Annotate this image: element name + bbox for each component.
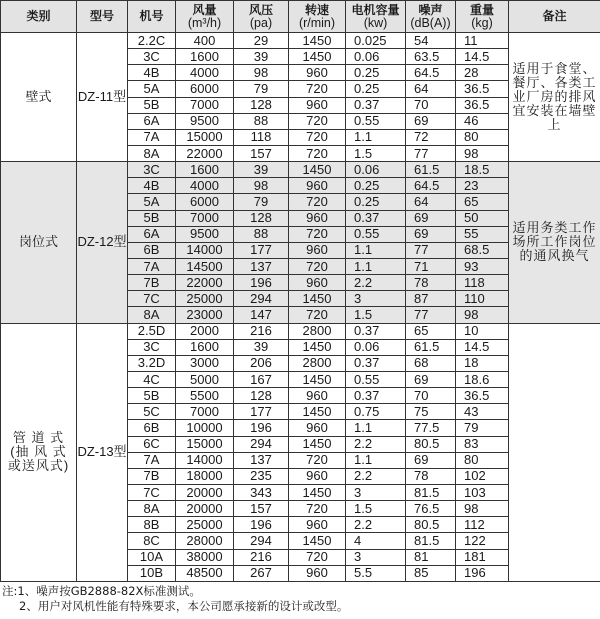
noise-cell: 81 bbox=[406, 549, 456, 565]
noise-cell: 77 bbox=[406, 242, 456, 258]
speed-cell: 2800 bbox=[289, 355, 346, 371]
motor-cell: 0.55 bbox=[346, 371, 406, 387]
header-noise: 噪声 (dB(A)) bbox=[406, 1, 456, 33]
pressure-cell: 39 bbox=[234, 49, 289, 65]
weight-cell: 181 bbox=[456, 549, 509, 565]
machine-no-cell: 6A bbox=[128, 226, 176, 242]
speed-cell: 720 bbox=[289, 452, 346, 468]
motor-cell: 2.2 bbox=[346, 275, 406, 291]
noise-cell: 81.5 bbox=[406, 484, 456, 500]
machine-no-cell: 4B bbox=[128, 65, 176, 81]
pressure-cell: 294 bbox=[234, 533, 289, 549]
speed-cell: 1450 bbox=[289, 371, 346, 387]
weight-cell: 11 bbox=[456, 33, 509, 49]
motor-cell: 0.06 bbox=[346, 162, 406, 178]
motor-cell: 4 bbox=[346, 533, 406, 549]
speed-cell: 1450 bbox=[289, 33, 346, 49]
footnote-2: 2、用户对风机性能有特殊要求，本公司愿承接新的设计或改型。 bbox=[19, 598, 349, 613]
table-body bbox=[1, 33, 600, 582]
category-line: (抽 风 式 bbox=[10, 444, 67, 460]
weight-cell: 50 bbox=[456, 210, 509, 226]
noise-cell: 87 bbox=[406, 291, 456, 307]
machine-no-cell: 3C bbox=[128, 339, 176, 355]
airflow-cell: 48500 bbox=[176, 565, 234, 581]
airflow-cell: 25000 bbox=[176, 517, 234, 533]
pressure-cell: 196 bbox=[234, 275, 289, 291]
speed-cell: 960 bbox=[289, 388, 346, 404]
speed-cell: 960 bbox=[289, 210, 346, 226]
pressure-cell: 235 bbox=[234, 468, 289, 484]
speed-cell: 1450 bbox=[289, 533, 346, 549]
machine-no-cell: 5C bbox=[128, 404, 176, 420]
noise-cell: 76.5 bbox=[406, 501, 456, 517]
motor-cell: 2.2 bbox=[346, 517, 406, 533]
weight-cell: 122 bbox=[456, 533, 509, 549]
airflow-cell: 14000 bbox=[176, 452, 234, 468]
noise-cell: 85 bbox=[406, 565, 456, 581]
weight-cell: 65 bbox=[456, 194, 509, 210]
pressure-cell: 216 bbox=[234, 323, 289, 339]
header-weight: 重量 (kg) bbox=[456, 1, 509, 33]
header-pressure: 风压 (pa) bbox=[234, 1, 289, 33]
weight-cell: 98 bbox=[456, 501, 509, 517]
weight-cell: 93 bbox=[456, 258, 509, 274]
noise-cell: 64 bbox=[406, 81, 456, 97]
pressure-cell: 128 bbox=[234, 388, 289, 404]
speed-cell: 960 bbox=[289, 97, 346, 113]
weight-cell: 14.5 bbox=[456, 49, 509, 65]
motor-cell: 0.37 bbox=[346, 323, 406, 339]
noise-cell: 69 bbox=[406, 210, 456, 226]
noise-cell: 80.5 bbox=[406, 436, 456, 452]
noise-cell: 61.5 bbox=[406, 339, 456, 355]
weight-cell: 28 bbox=[456, 65, 509, 81]
pressure-cell: 294 bbox=[234, 436, 289, 452]
airflow-cell: 4000 bbox=[176, 178, 234, 194]
noise-cell: 81.5 bbox=[406, 533, 456, 549]
airflow-cell: 10000 bbox=[176, 420, 234, 436]
machine-no-cell: 7C bbox=[128, 484, 176, 500]
category-cell: 壁式 bbox=[1, 33, 77, 162]
noise-cell: 70 bbox=[406, 97, 456, 113]
pressure-cell: 88 bbox=[234, 226, 289, 242]
motor-cell: 1.1 bbox=[346, 242, 406, 258]
motor-cell: 0.25 bbox=[346, 178, 406, 194]
noise-cell: 77.5 bbox=[406, 420, 456, 436]
motor-cell: 0.37 bbox=[346, 388, 406, 404]
noise-cell: 69 bbox=[406, 226, 456, 242]
noise-cell: 69 bbox=[406, 452, 456, 468]
speed-cell: 960 bbox=[289, 275, 346, 291]
speed-cell: 960 bbox=[289, 420, 346, 436]
speed-cell: 720 bbox=[289, 113, 346, 129]
speed-cell: 960 bbox=[289, 565, 346, 581]
speed-cell: 720 bbox=[289, 549, 346, 565]
motor-cell: 0.37 bbox=[346, 210, 406, 226]
weight-cell: 196 bbox=[456, 565, 509, 581]
airflow-cell: 1600 bbox=[176, 162, 234, 178]
machine-no-cell: 3.2D bbox=[128, 355, 176, 371]
weight-cell: 18.6 bbox=[456, 371, 509, 387]
pressure-cell: 177 bbox=[234, 404, 289, 420]
machine-no-cell: 4B bbox=[128, 178, 176, 194]
weight-cell: 36.5 bbox=[456, 388, 509, 404]
machine-no-cell: 8A bbox=[128, 145, 176, 161]
machine-no-cell: 6A bbox=[128, 113, 176, 129]
model-cell: DZ-12型 bbox=[77, 162, 128, 323]
speed-cell: 1450 bbox=[289, 404, 346, 420]
weight-cell: 80 bbox=[456, 452, 509, 468]
footnotes bbox=[0, 582, 600, 614]
motor-cell: 0.37 bbox=[346, 355, 406, 371]
remark-cell: 适用务类工作场所工作岗位的通风换气 bbox=[509, 162, 600, 323]
weight-cell: 36.5 bbox=[456, 81, 509, 97]
motor-cell: 1.1 bbox=[346, 258, 406, 274]
motor-cell: 0.55 bbox=[346, 113, 406, 129]
header-speed: 转速 (r/min) bbox=[289, 1, 346, 33]
airflow-cell: 3000 bbox=[176, 355, 234, 371]
speed-cell: 1450 bbox=[289, 436, 346, 452]
noise-cell: 54 bbox=[406, 33, 456, 49]
machine-no-cell: 6B bbox=[128, 242, 176, 258]
machine-no-cell: 5B bbox=[128, 210, 176, 226]
header-row bbox=[1, 1, 600, 33]
airflow-cell: 7000 bbox=[176, 404, 234, 420]
speed-cell: 720 bbox=[289, 81, 346, 97]
airflow-cell: 6000 bbox=[176, 81, 234, 97]
airflow-cell: 22000 bbox=[176, 275, 234, 291]
motor-cell: 0.06 bbox=[346, 49, 406, 65]
header-category: 类别 bbox=[1, 1, 77, 33]
pressure-cell: 98 bbox=[234, 178, 289, 194]
machine-no-cell: 3C bbox=[128, 162, 176, 178]
airflow-cell: 20000 bbox=[176, 501, 234, 517]
header-machine-no: 机号 bbox=[128, 1, 176, 33]
noise-cell: 68 bbox=[406, 355, 456, 371]
noise-cell: 63.5 bbox=[406, 49, 456, 65]
noise-cell: 72 bbox=[406, 129, 456, 145]
motor-cell: 0.25 bbox=[346, 65, 406, 81]
table-row bbox=[1, 323, 600, 339]
airflow-cell: 7000 bbox=[176, 210, 234, 226]
noise-cell: 64.5 bbox=[406, 65, 456, 81]
pressure-cell: 267 bbox=[234, 565, 289, 581]
speed-cell: 960 bbox=[289, 178, 346, 194]
airflow-cell: 5000 bbox=[176, 371, 234, 387]
motor-cell: 0.55 bbox=[346, 226, 406, 242]
motor-cell: 0.37 bbox=[346, 97, 406, 113]
speed-cell: 1450 bbox=[289, 49, 346, 65]
pressure-cell: 343 bbox=[234, 484, 289, 500]
table-row bbox=[1, 33, 600, 49]
airflow-cell: 28000 bbox=[176, 533, 234, 549]
airflow-cell: 9500 bbox=[176, 113, 234, 129]
speed-cell: 2800 bbox=[289, 323, 346, 339]
motor-cell: 1.1 bbox=[346, 420, 406, 436]
machine-no-cell: 8B bbox=[128, 517, 176, 533]
machine-no-cell: 5B bbox=[128, 97, 176, 113]
machine-no-cell: 7A bbox=[128, 452, 176, 468]
motor-cell: 0.75 bbox=[346, 404, 406, 420]
speed-cell: 960 bbox=[289, 242, 346, 258]
airflow-cell: 6000 bbox=[176, 194, 234, 210]
speed-cell: 720 bbox=[289, 258, 346, 274]
speed-cell: 720 bbox=[289, 307, 346, 323]
pressure-cell: 39 bbox=[234, 339, 289, 355]
weight-cell: 55 bbox=[456, 226, 509, 242]
remark-cell: 适用于食堂、餐厅、各类工业厂房的排风宜安装在墙壁上 bbox=[509, 33, 600, 162]
pressure-cell: 29 bbox=[234, 33, 289, 49]
motor-cell: 0.025 bbox=[346, 33, 406, 49]
motor-cell: 2.2 bbox=[346, 436, 406, 452]
motor-cell: 1.5 bbox=[346, 501, 406, 517]
motor-cell: 0.25 bbox=[346, 81, 406, 97]
airflow-cell: 15000 bbox=[176, 129, 234, 145]
machine-no-cell: 4C bbox=[128, 371, 176, 387]
weight-cell: 98 bbox=[456, 307, 509, 323]
machine-no-cell: 10A bbox=[128, 549, 176, 565]
airflow-cell: 1600 bbox=[176, 49, 234, 65]
motor-cell: 1.1 bbox=[346, 452, 406, 468]
pressure-cell: 147 bbox=[234, 307, 289, 323]
machine-no-cell: 2.2C bbox=[128, 33, 176, 49]
noise-cell: 70 bbox=[406, 388, 456, 404]
machine-no-cell: 6B bbox=[128, 420, 176, 436]
machine-no-cell: 5A bbox=[128, 81, 176, 97]
machine-no-cell: 3C bbox=[128, 49, 176, 65]
airflow-cell: 4000 bbox=[176, 65, 234, 81]
airflow-cell: 22000 bbox=[176, 145, 234, 161]
speed-cell: 720 bbox=[289, 226, 346, 242]
category-cell bbox=[1, 323, 77, 581]
pressure-cell: 157 bbox=[234, 501, 289, 517]
noise-cell: 65 bbox=[406, 323, 456, 339]
speed-cell: 720 bbox=[289, 194, 346, 210]
pressure-cell: 157 bbox=[234, 145, 289, 161]
footnote-1: 注:1、噪声按GB2888-82X标准测试。 bbox=[2, 583, 201, 598]
weight-cell: 98 bbox=[456, 145, 509, 161]
weight-cell: 112 bbox=[456, 517, 509, 533]
weight-cell: 83 bbox=[456, 436, 509, 452]
noise-cell: 77 bbox=[406, 307, 456, 323]
machine-no-cell: 7B bbox=[128, 275, 176, 291]
noise-cell: 69 bbox=[406, 371, 456, 387]
pressure-cell: 137 bbox=[234, 452, 289, 468]
motor-cell: 1.5 bbox=[346, 307, 406, 323]
airflow-cell: 14500 bbox=[176, 258, 234, 274]
header-model: 型号 bbox=[77, 1, 128, 33]
speed-cell: 960 bbox=[289, 517, 346, 533]
category-line: 或送风式) bbox=[7, 458, 70, 474]
machine-no-cell: 7C bbox=[128, 291, 176, 307]
pressure-cell: 137 bbox=[234, 258, 289, 274]
weight-cell: 18.5 bbox=[456, 162, 509, 178]
pressure-cell: 167 bbox=[234, 371, 289, 387]
remark-cell bbox=[509, 323, 600, 581]
pressure-cell: 177 bbox=[234, 242, 289, 258]
weight-cell: 102 bbox=[456, 468, 509, 484]
pressure-cell: 79 bbox=[234, 194, 289, 210]
motor-cell: 2.2 bbox=[346, 468, 406, 484]
category-cell: 岗位式 bbox=[1, 162, 77, 323]
motor-cell: 3 bbox=[346, 549, 406, 565]
motor-cell: 5.5 bbox=[346, 565, 406, 581]
noise-cell: 78 bbox=[406, 275, 456, 291]
machine-no-cell: 8C bbox=[128, 533, 176, 549]
pressure-cell: 128 bbox=[234, 210, 289, 226]
pressure-cell: 39 bbox=[234, 162, 289, 178]
pressure-cell: 79 bbox=[234, 81, 289, 97]
airflow-cell: 14000 bbox=[176, 242, 234, 258]
machine-no-cell: 6C bbox=[128, 436, 176, 452]
pressure-cell: 98 bbox=[234, 65, 289, 81]
speed-cell: 960 bbox=[289, 65, 346, 81]
airflow-cell: 2000 bbox=[176, 323, 234, 339]
noise-cell: 71 bbox=[406, 258, 456, 274]
model-cell: DZ-13型 bbox=[77, 323, 128, 581]
weight-cell: 18 bbox=[456, 355, 509, 371]
airflow-cell: 18000 bbox=[176, 468, 234, 484]
weight-cell: 110 bbox=[456, 291, 509, 307]
pressure-cell: 216 bbox=[234, 549, 289, 565]
weight-cell: 80 bbox=[456, 129, 509, 145]
speed-cell: 1450 bbox=[289, 339, 346, 355]
speed-cell: 720 bbox=[289, 501, 346, 517]
weight-cell: 10 bbox=[456, 323, 509, 339]
weight-cell: 46 bbox=[456, 113, 509, 129]
airflow-cell: 20000 bbox=[176, 484, 234, 500]
header-motor: 电机容量 (kw) bbox=[346, 1, 406, 33]
noise-cell: 61.5 bbox=[406, 162, 456, 178]
noise-cell: 64.5 bbox=[406, 178, 456, 194]
airflow-cell: 23000 bbox=[176, 307, 234, 323]
motor-cell: 0.25 bbox=[346, 194, 406, 210]
weight-cell: 79 bbox=[456, 420, 509, 436]
motor-cell: 1.5 bbox=[346, 145, 406, 161]
machine-no-cell: 7B bbox=[128, 468, 176, 484]
category-line: 管 道 式 bbox=[12, 430, 65, 446]
speed-cell: 720 bbox=[289, 129, 346, 145]
speed-cell: 1450 bbox=[289, 291, 346, 307]
noise-cell: 80.5 bbox=[406, 517, 456, 533]
speed-cell: 960 bbox=[289, 468, 346, 484]
pressure-cell: 118 bbox=[234, 129, 289, 145]
machine-no-cell: 8A bbox=[128, 501, 176, 517]
header-airflow: 风量 (m³/h) bbox=[176, 1, 234, 33]
pressure-cell: 294 bbox=[234, 291, 289, 307]
airflow-cell: 15000 bbox=[176, 436, 234, 452]
motor-cell: 0.06 bbox=[346, 339, 406, 355]
pressure-cell: 128 bbox=[234, 97, 289, 113]
pressure-cell: 88 bbox=[234, 113, 289, 129]
noise-cell: 75 bbox=[406, 404, 456, 420]
speed-cell: 720 bbox=[289, 145, 346, 161]
motor-cell: 3 bbox=[346, 484, 406, 500]
noise-cell: 69 bbox=[406, 113, 456, 129]
pressure-cell: 196 bbox=[234, 420, 289, 436]
noise-cell: 77 bbox=[406, 145, 456, 161]
machine-no-cell: 8A bbox=[128, 307, 176, 323]
pressure-cell: 206 bbox=[234, 355, 289, 371]
pressure-cell: 196 bbox=[234, 517, 289, 533]
motor-cell: 1.1 bbox=[346, 129, 406, 145]
machine-no-cell: 5A bbox=[128, 194, 176, 210]
airflow-cell: 7000 bbox=[176, 97, 234, 113]
weight-cell: 23 bbox=[456, 178, 509, 194]
machine-no-cell: 10B bbox=[128, 565, 176, 581]
machine-no-cell: 2.5D bbox=[128, 323, 176, 339]
weight-cell: 103 bbox=[456, 484, 509, 500]
speed-cell: 1450 bbox=[289, 484, 346, 500]
table-row bbox=[1, 162, 600, 178]
weight-cell: 68.5 bbox=[456, 242, 509, 258]
weight-cell: 14.5 bbox=[456, 339, 509, 355]
noise-cell: 64 bbox=[406, 194, 456, 210]
airflow-cell: 5500 bbox=[176, 388, 234, 404]
model-cell: DZ-11型 bbox=[77, 33, 128, 162]
machine-no-cell: 7A bbox=[128, 129, 176, 145]
machine-no-cell: 5B bbox=[128, 388, 176, 404]
speed-cell: 1450 bbox=[289, 162, 346, 178]
airflow-cell: 9500 bbox=[176, 226, 234, 242]
airflow-cell: 400 bbox=[176, 33, 234, 49]
header-remark: 备注 bbox=[509, 1, 600, 33]
weight-cell: 118 bbox=[456, 275, 509, 291]
noise-cell: 78 bbox=[406, 468, 456, 484]
machine-no-cell: 7A bbox=[128, 258, 176, 274]
weight-cell: 43 bbox=[456, 404, 509, 420]
airflow-cell: 1600 bbox=[176, 339, 234, 355]
airflow-cell: 25000 bbox=[176, 291, 234, 307]
motor-cell: 3 bbox=[346, 291, 406, 307]
airflow-cell: 38000 bbox=[176, 549, 234, 565]
weight-cell: 36.5 bbox=[456, 97, 509, 113]
